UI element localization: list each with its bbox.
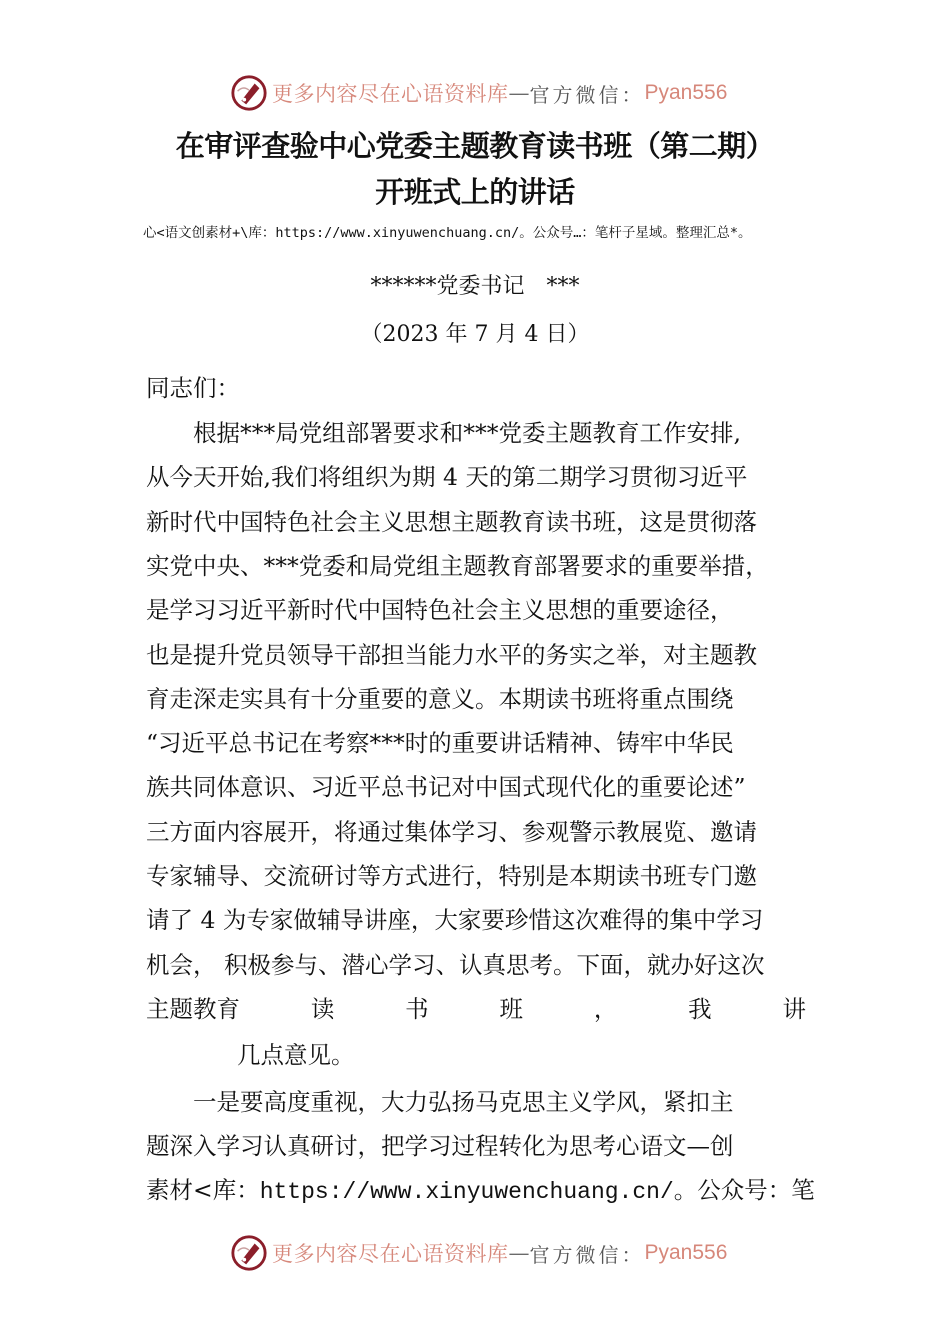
body-line: 实党中央、***党委和局党组主题教育部署要求的重要举措， [146,552,769,580]
point-line: 一是要高度重视，大力弘扬马克思主义学风，紧扣主 [146,1088,734,1116]
spread-word: 书 [405,995,429,1023]
spread-word: ， [593,995,618,1023]
wechat-label: 官方微信： [529,82,645,107]
document-title-line1: 在审评查验中心党委主题教育读书班（第二期） [175,129,775,163]
body-line: 请了 4 为专家做辅导讲座，大家要珍惜这次难得的集中学习 [146,906,764,934]
spread-word: 主题教育 [146,995,240,1023]
source-note: 心<语文创素材+\库：https://www.xinyuwenchuang.cn/。公众号…：笔杆子星域。整理汇总*。 [143,225,752,241]
footer-banner [230,1233,730,1273]
wechat-label: 官方微信： [529,1242,645,1267]
point-line: 题深入学习认真研讨，把学习过程转化为思考心语文—创 [146,1132,734,1160]
body-line: 从今天开始,我们将组织为期 4 天的第二期学习贯彻习近平 [146,463,748,491]
salutation: 同志们： [146,374,240,402]
point-suffix: 。公众号：笔 [673,1176,815,1204]
body-line: “习近平总书记在考察***时的重要讲话精神、铸牢中华民 [146,729,734,757]
body-line: 也是提升党员领导干部担当能力水平的务实之举，对主题教 [146,641,757,669]
header-banner [230,73,730,113]
wechat-id: Pyan556 [644,1241,728,1264]
wechat-id: Pyan556 [644,81,728,104]
body-line: 机会， 积极参与、潜心学习、认真思考。下面，就办好这次 [146,951,765,979]
document-title-line2: 开班式上的讲话 [375,175,575,209]
body-line: 新时代中国特色社会主义思想主题教育读书班，这是贯彻落 [146,508,757,536]
point-prefix: 素材<库： [146,1176,260,1204]
spread-word: 讲 [782,995,806,1023]
closing-line: 几点意见。 [237,1041,355,1069]
body-line: 根据***局党组部署要求和***党委主题教育工作安排, [146,419,741,447]
promo-text: 更多内容尽在心语资料库 [272,1242,509,1266]
author-line: ******党委书记 *** [370,274,580,299]
body-line-justified [146,990,806,1024]
separator: — [508,81,530,105]
pen-logo-icon [230,1234,268,1272]
date-line: （2023 年 7 月 4 日） [360,322,590,347]
separator: — [508,1241,530,1265]
body-line: 专家辅导、交流研讨等方式进行，特别是本期读书班专门邀 [146,862,757,890]
body-line: 是学习习近平新时代中国特色社会主义思想的重要途径， [146,596,734,624]
promo-text: 更多内容尽在心语资料库 [272,82,509,106]
spread-word: 班 [499,995,523,1023]
spread-word: 读 [310,995,335,1023]
source-url: https://www.xinyuwenchuang.cn/ [259,1179,674,1205]
pen-logo-icon [230,74,268,112]
body-line: 育走深走实具有十分重要的意义。本期读书班将重点围绕 [146,685,734,713]
body-line: 三方面内容展开，将通过集体学习、参观警示教展览、邀请 [146,818,757,846]
body-line: 族共同体意识、习近平总书记对中国式现代化的重要论述” [146,773,746,801]
spread-word: 我 [688,995,712,1023]
point-line-last [146,1171,815,1205]
